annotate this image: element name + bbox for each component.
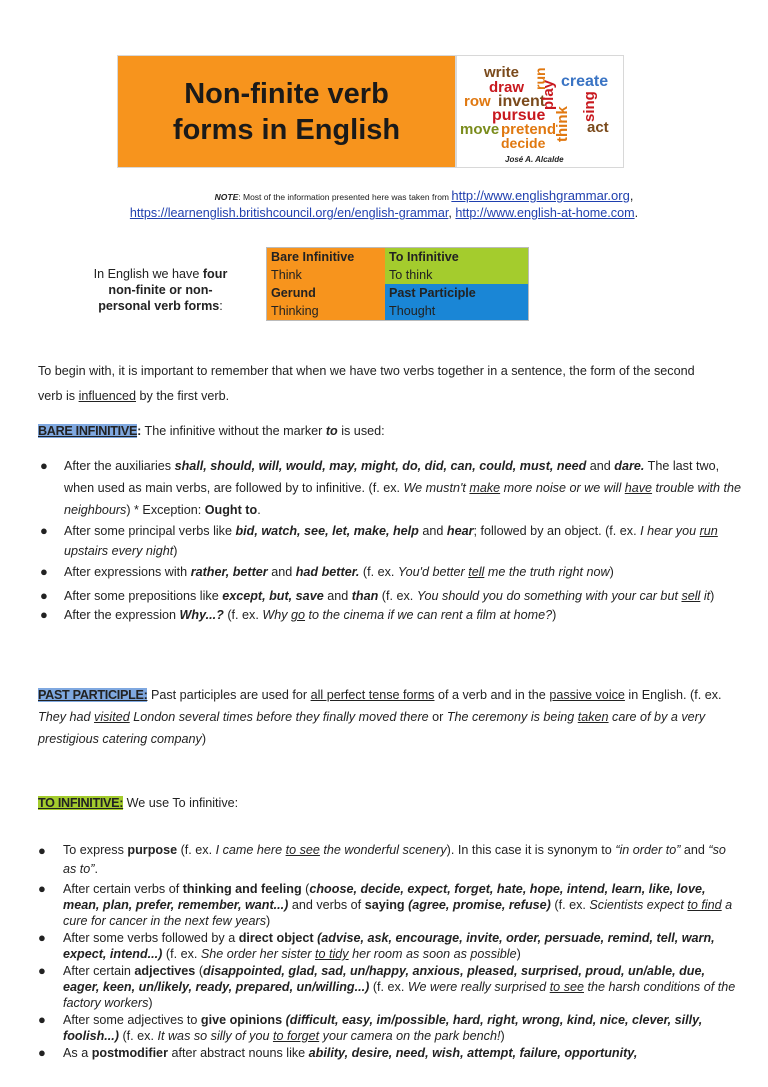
note-end: . <box>634 206 639 220</box>
note-separator-2: , <box>448 206 456 220</box>
toinf-item-5-e: It was so silly of you <box>157 1029 273 1043</box>
toinf-item-1-d: I came here <box>215 843 286 857</box>
toinf-item-3-h: ) <box>516 947 521 961</box>
toinf-item-2-a: After certain verbs of <box>63 882 183 896</box>
list-item <box>14 521 744 561</box>
bare-item-1-j: trouble with the neighbours <box>64 481 741 517</box>
intro-para-a: To begin with, it is important to remember that when we have two verbs together in a sentence, the form of the second verb is <box>38 364 695 403</box>
bare-item-1-h: more noise or we will <box>500 481 625 495</box>
toinf-item-5-g: your camera on the park bench! <box>319 1029 501 1043</box>
cloud-word-pretend: pretend <box>501 121 557 138</box>
bare-item-5-c: (f. ex. <box>223 608 263 622</box>
bare-infinitive-list <box>14 455 744 624</box>
toinf-item-2-b: thinking and feeling <box>182 882 302 896</box>
to-infinitive-label: TO INFINITIVE: <box>38 796 124 810</box>
toinf-item-1-k: . <box>94 862 98 876</box>
cloud-word-write: write <box>484 64 520 81</box>
intro-box-pre: In English we have <box>93 267 203 281</box>
toinf-item-1-b: purpose <box>127 843 178 857</box>
toinf-item-2-f: saying <box>364 898 405 912</box>
bare-item-3-d: had better. <box>295 565 360 579</box>
past-i2: London several times before they finally moved there <box>129 710 429 724</box>
bare-item-2-b: bid, watch, see, let, make, help <box>235 524 419 538</box>
toinf-item-1-c: (f. ex. <box>177 843 216 857</box>
toinf-item-4-f: We were really surprised <box>407 980 550 994</box>
list-item <box>12 1045 740 1061</box>
past-iu2: taken <box>577 710 609 724</box>
list-item <box>12 1012 740 1044</box>
list-item <box>14 586 744 606</box>
past-t4: or <box>428 710 447 724</box>
bullet: ● <box>40 564 48 579</box>
bullet: ● <box>38 843 46 858</box>
bare-item-1-m: . <box>257 503 261 517</box>
to-infinitive-heading <box>38 792 728 814</box>
bare-item-1-i: have <box>624 481 653 495</box>
to-infinitive-list <box>12 841 740 1061</box>
toinf-item-3-a: After some verbs followed by a <box>63 931 239 945</box>
list-item <box>14 455 744 521</box>
past-t3: in English. (f. ex. <box>624 688 722 702</box>
form-header-bare-infinitive: Bare Infinitive <box>267 248 386 267</box>
bare-t2: is used: <box>337 424 385 438</box>
bare-item-1-e: The last two, when used as main verbs, are followed by to infinitive. (f. ex. <box>64 459 720 495</box>
cloud-word-row: row <box>464 93 491 110</box>
bare-item-5-d: Why <box>262 608 292 622</box>
note-label: NOTE <box>214 192 239 202</box>
sources-note-line-2 <box>0 205 768 222</box>
bullet: ● <box>38 1045 46 1060</box>
bare-item-4-b: except, but, save <box>222 589 324 603</box>
cloud-word-run: run <box>532 67 548 90</box>
cloud-word-sing: sing <box>581 91 598 122</box>
word-cloud-logo <box>456 55 624 168</box>
bullet: ● <box>38 930 46 945</box>
toinf-item-1-a: To express <box>63 843 128 857</box>
link-britishcouncil[interactable]: https://learnenglish.britishcouncil.org/en/english-grammar <box>129 206 449 220</box>
toinf-item-2-i: Scientists expect <box>589 898 688 912</box>
toinf-item-5-b: give opinions <box>200 1013 283 1027</box>
bare-item-5-a: After the expression <box>64 608 180 622</box>
toinf-item-1-e: to see <box>285 843 320 857</box>
toinf-item-4-h: the harsh conditions of the factory workers <box>63 980 736 1010</box>
bare-item-1-c: and <box>586 459 615 473</box>
cloud-word-play: play <box>540 79 557 110</box>
bare-item-3-a: After expressions with <box>64 565 191 579</box>
title-line-2: forms in English <box>172 113 401 146</box>
past-u1: all perfect tense forms <box>310 688 435 702</box>
bare-item-3-g: tell <box>468 565 485 579</box>
intro-box-bold: four non-finite or non-personal verb forms <box>98 267 228 313</box>
bullet: ● <box>40 458 48 473</box>
cloud-word-move: move <box>460 121 500 138</box>
toinf-item-6-c: after abstract nouns like <box>167 1046 309 1060</box>
bare-item-5-e: go <box>291 608 306 622</box>
toinf-item-5-f: to forget <box>272 1029 320 1043</box>
title-line-1: Non-finite verb <box>184 77 389 110</box>
toinf-item-2-e: and verbs of <box>288 898 365 912</box>
list-item <box>14 606 744 624</box>
bare-item-4-h: it <box>700 589 711 603</box>
toinf-item-4-c: ( <box>195 964 204 978</box>
bare-infinitive-heading <box>38 420 728 442</box>
toinf-item-2-g: (agree, promise, refuse) <box>404 898 551 912</box>
cloud-word-decide: decide <box>501 135 546 151</box>
toinf-item-5-c: (difficult, easy, im/possible, hard, right, wrong, kind, nice, clever, silly, foolish...) <box>63 1013 703 1043</box>
cloud-word-think: think <box>554 106 571 142</box>
toinf-item-4-i: ) <box>148 996 153 1010</box>
bare-item-3-b: rather, better <box>190 565 268 579</box>
bare-item-1-b: shall, should, will, would, may, might, do, did, can, could, must, need <box>174 459 587 473</box>
note-text: : Most of the information presented here was taken from <box>238 192 452 202</box>
bare-item-2-h: upstairs every night <box>64 544 174 558</box>
toinf-item-6-a: As a <box>63 1046 92 1060</box>
toinf-item-1-i: and <box>680 843 709 857</box>
bare-to: to <box>325 424 338 438</box>
toinf-item-6-d: ability, desire, need, wish, attempt, failure, opportunity, <box>308 1046 638 1060</box>
bare-item-3-e: (f. ex. <box>359 565 398 579</box>
past-iu1: visited <box>94 710 130 724</box>
bare-infinitive-label: BARE INFINITIVE <box>38 424 138 438</box>
toinf-item-3-g: her room as soon as possible <box>348 947 517 961</box>
word-cloud-image <box>457 56 623 167</box>
intro-four-forms <box>88 266 233 314</box>
toinf-item-2-c: ( <box>301 882 310 896</box>
bare-item-2-i: ) <box>173 544 178 558</box>
form-header-gerund: Gerund <box>267 284 386 302</box>
bare-item-1-f: We mustn't <box>403 481 470 495</box>
toinf-item-2-h: (f. ex. <box>550 898 590 912</box>
bare-colon: : <box>137 424 142 438</box>
bare-item-2-g: run <box>699 524 718 538</box>
intro-para-b: by the first verb. <box>136 389 230 403</box>
link-english-at-home[interactable]: http://www.english-at-home.com <box>455 206 635 220</box>
note-separator-1: , <box>629 189 634 203</box>
bare-item-3-f: You'd better <box>397 565 469 579</box>
bare-item-3-i: ) <box>609 565 614 579</box>
cloud-word-create: create <box>561 73 609 90</box>
toinf-item-3-d: (f. ex. <box>162 947 201 961</box>
bare-item-2-e: ; followed by an object. (f. ex. <box>473 524 641 538</box>
bare-item-2-c: and <box>418 524 447 538</box>
bare-item-3-h: me the truth right now <box>484 565 610 579</box>
list-item <box>12 881 740 929</box>
bare-item-3-c: and <box>267 565 296 579</box>
bare-item-4-d: than <box>351 589 379 603</box>
toinf-item-1-g: ). In this case it is synonym to <box>446 843 616 857</box>
bare-item-4-c: and <box>323 589 352 603</box>
cloud-word-act: act <box>587 119 609 136</box>
toinf-item-6-b: postmodifier <box>91 1046 168 1060</box>
cloud-word-pursue: pursue <box>492 107 546 124</box>
link-englishgrammar[interactable]: http://www.englishgrammar.org <box>451 188 630 203</box>
bare-item-4-e: (f. ex. <box>378 589 417 603</box>
toinf-item-4-a: After certain <box>63 964 135 978</box>
toinf-item-5-h: ) <box>500 1029 505 1043</box>
verb-forms-table <box>266 247 529 321</box>
bare-item-1-a: After the auxiliaries <box>64 459 175 473</box>
bare-item-1-l: Ought to <box>204 503 258 517</box>
past-participle-label: PAST PARTICIPLE: <box>38 688 148 702</box>
bare-item-5-f: to the cinema if we can rent a film at home? <box>305 608 553 622</box>
cloud-word-invent: invent <box>498 93 546 110</box>
past-t5: ) <box>201 732 207 746</box>
bullet: ● <box>38 963 46 978</box>
past-participle-paragraph <box>38 684 728 750</box>
bare-item-1-k: ) * Exception: <box>126 503 205 517</box>
bullet: ● <box>38 881 46 896</box>
bare-item-4-a: After some prepositions like <box>64 589 223 603</box>
toinf-item-4-g: to see <box>549 980 584 994</box>
intro-para-underlined: influenced <box>78 389 137 403</box>
toinf-item-1-f: the wonderful scenery <box>319 843 447 857</box>
toinf-item-3-f: to tidy <box>314 947 349 961</box>
form-example-gerund: Thinking <box>267 302 386 321</box>
sources-note <box>0 188 768 205</box>
toinf-item-3-b: direct object <box>238 931 314 945</box>
bullet: ● <box>38 1012 46 1027</box>
intro-paragraph <box>38 359 718 409</box>
toinf-item-2-k: a cure for cancer in the next few years <box>63 898 733 928</box>
form-header-past-participle: Past Participle <box>385 284 529 302</box>
bare-item-2-f: I hear you <box>640 524 700 538</box>
bare-item-1-d: dare. <box>614 459 645 473</box>
list-item <box>14 561 744 583</box>
title-banner <box>117 55 456 168</box>
bare-item-5-b: Why...? <box>179 608 224 622</box>
bullet: ● <box>40 523 48 538</box>
bare-item-2-d: hear <box>446 524 474 538</box>
toinf-item-4-d: disappointed, glad, sad, un/happy, anxious, pleased, surprised, proud, un/able, due, eager, keen, un/likely, ready, prepared, un/willing...) <box>63 964 705 994</box>
bullet: ● <box>40 607 48 622</box>
form-example-bare-infinitive: Think <box>267 266 386 284</box>
toinf-item-3-c: (advise, ask, encourage, invite, order, persuade, remind, tell, warn, expect, intend...) <box>63 931 715 961</box>
list-item <box>12 963 740 1011</box>
past-u2: passive voice <box>549 688 625 702</box>
bare-item-1-g: make <box>469 481 501 495</box>
cloud-word-draw: draw <box>489 79 525 96</box>
form-example-past-participle: Thought <box>385 302 529 321</box>
toinf-item-5-d: (f. ex. <box>118 1029 158 1043</box>
bare-item-4-i: ) <box>710 589 715 603</box>
toinf-t1: We use To infinitive: <box>123 796 239 810</box>
bare-t1: The infinitive without the marker <box>141 424 326 438</box>
toinf-item-2-l: ) <box>266 914 271 928</box>
form-example-to-infinitive: To think <box>385 266 529 284</box>
past-i4: care of by a very prestigious catering company <box>38 710 706 746</box>
logo-author: José A. Alcalde <box>505 155 564 164</box>
bare-item-4-g: sell <box>681 589 701 603</box>
past-t1: Past participles are used for <box>147 688 311 702</box>
intro-box-post: : <box>219 299 223 313</box>
bare-item-2-a: After some principal verbs like <box>64 524 236 538</box>
toinf-item-3-e: She order her sister <box>200 947 315 961</box>
toinf-item-4-e: (f. ex. <box>369 980 408 994</box>
toinf-item-4-b: adjectives <box>134 964 196 978</box>
bare-item-5-g: ) <box>552 608 557 622</box>
toinf-item-2-d: choose, decide, expect, forget, hate, hope, intend, learn, like, love, mean, plan, prefer, remember, want...) <box>63 882 706 912</box>
toinf-item-5-a: After some adjectives to <box>63 1013 201 1027</box>
bare-item-4-f: You should you do something with your car but <box>416 589 682 603</box>
toinf-item-1-j: “so as to” <box>63 843 726 876</box>
toinf-item-1-h: “in order to” <box>615 843 681 857</box>
form-header-to-infinitive: To Infinitive <box>385 248 529 267</box>
past-t2: of a verb and in the <box>434 688 550 702</box>
bullet: ● <box>40 588 48 603</box>
toinf-item-2-j: to find <box>687 898 722 912</box>
list-item <box>12 930 740 962</box>
past-i3: The ceremony is being <box>446 710 578 724</box>
past-i1: They had <box>38 710 95 724</box>
list-item <box>12 841 740 879</box>
